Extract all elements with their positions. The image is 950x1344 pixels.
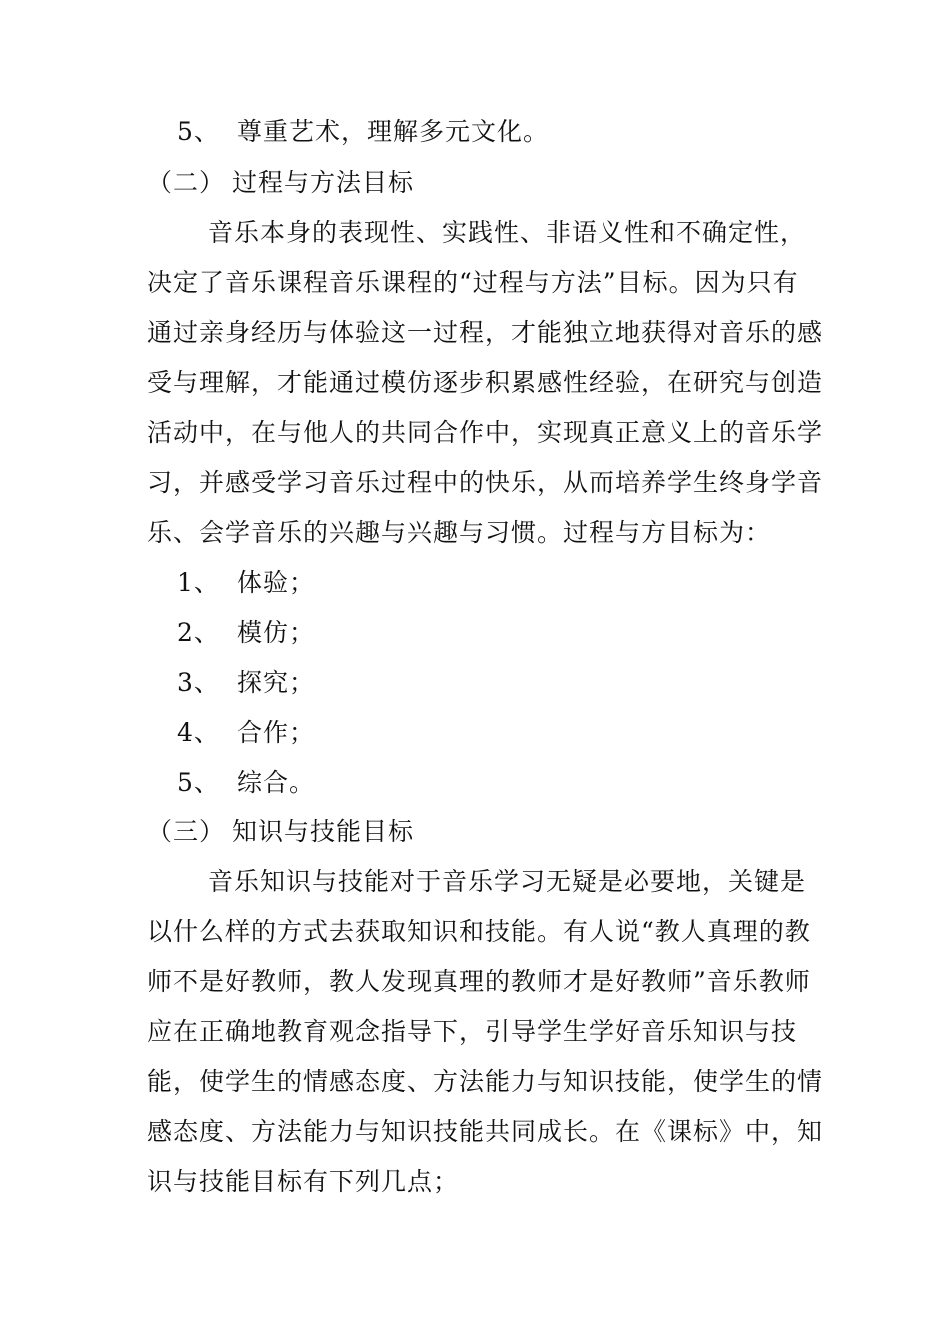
paragraph-line: 习，并感受学习音乐过程中的快乐，从而培养学生终身学音 <box>147 468 824 497</box>
list-item-number: 5、 <box>177 768 220 797</box>
list-item-text: 综合。 <box>237 768 316 797</box>
paragraph-line: 决定了音乐课程音乐课程的“过程与方法”目标。因为只有 <box>147 268 799 297</box>
list-item <box>177 616 315 650</box>
paragraph-line: 乐、会学音乐的兴趣与兴趣与习惯。过程与方目标为： <box>147 518 772 547</box>
section-title: 知识与技能目标 <box>232 817 415 846</box>
paragraph-line: 能，使学生的情感态度、方法能力与知识技能，使学生的情 <box>147 1067 824 1096</box>
paragraph-line: 感态度、方法能力与知识技能共同成长。在《课标》中，知 <box>147 1117 824 1146</box>
section-number: （三） <box>147 817 226 846</box>
paragraph-line: 受与理解，才能通过模仿逐步积累感性经验，在研究与创造 <box>147 368 824 397</box>
section-number: （二） <box>147 168 226 197</box>
list-item <box>177 666 315 700</box>
section-heading-knowledge-skills <box>147 815 414 849</box>
list-item-number: 5、 <box>177 117 220 146</box>
list-item-text: 体验； <box>237 568 316 597</box>
list-item <box>177 566 315 600</box>
list-item <box>177 766 315 800</box>
section-title: 过程与方法目标 <box>232 168 415 197</box>
paragraph-line: 识与技能目标有下列几点； <box>147 1167 460 1196</box>
list-item-text: 合作； <box>237 718 316 747</box>
list-item-number: 4、 <box>177 718 220 747</box>
list-item-text: 模仿； <box>237 618 316 647</box>
list-item-number: 2、 <box>177 618 220 647</box>
list-item <box>177 716 315 750</box>
paragraph-line: 应在正确地教育观念指导下，引导学生学好音乐知识与技 <box>147 1017 798 1046</box>
list-item-text: 探究； <box>237 668 316 697</box>
list-item-number: 1、 <box>177 568 220 597</box>
paragraph-line: 师不是好教师，教人发现真理的教师才是好教师”音乐教师 <box>147 967 811 996</box>
paragraph-line: 音乐本身的表现性、实践性、非语义性和不确定性， <box>208 218 807 247</box>
paragraph-line: 以什么样的方式去获取知识和技能。有人说“教人真理的教 <box>147 917 811 946</box>
paragraph-line: 活动中，在与他人的共同合作中，实现真正意义上的音乐学 <box>147 418 824 447</box>
paragraph-line: 通过亲身经历与体验这一过程，才能独立地获得对音乐的感 <box>147 318 824 347</box>
section-heading-process-methods <box>147 166 414 200</box>
paragraph-line: 音乐知识与技能对于音乐学习无疑是必要地，关键是 <box>208 867 807 896</box>
list-item-number: 3、 <box>177 668 220 697</box>
list-item-text: 尊重艺术，理解多元文化。 <box>237 117 550 146</box>
list-item-respect-art <box>177 115 549 149</box>
